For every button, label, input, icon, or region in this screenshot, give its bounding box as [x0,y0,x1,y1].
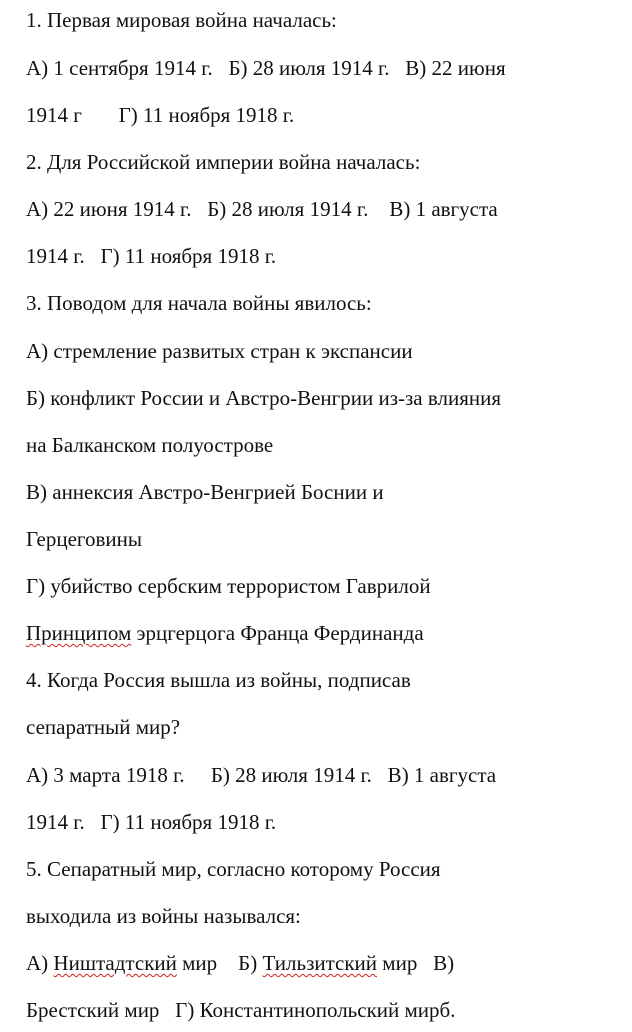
line-text: эрцгерцога Франца Фердинанда [131,621,424,645]
question-5-text-cont: выходила из войны назывался: [26,904,301,928]
question-4-options-cont: 1914 г. Г) 11 ноября 1918 г. [26,810,277,834]
question-3-option-d-cont [26,620,424,646]
question-3-option-c-cont: Герцеговины [26,527,143,551]
question-2-options-cont: 1914 г. Г) 11 ноября 1918 г. [26,244,277,268]
question-3-option-c: В) аннексия Австро-Венгрией Боснии и [26,480,384,504]
question-1-options: А) 1 сентября 1914 г. Б) 28 июля 1914 г. В) 22 июня [26,56,506,80]
question-4-options: А) 3 марта 1918 г. Б) 28 июля 1914 г. В) 1 августа [26,763,497,787]
misspelled-word[interactable]: Ништадтский [53,951,177,975]
question-4-text: 4. Когда Россия вышла из войны, подписав [26,668,411,692]
question-3-option-d: Г) убийство сербским террористом Гаврилой [26,574,431,598]
question-3-option-a: А) стремление развитых стран к экспансии [26,339,413,363]
question-2-text: 2. Для Российской империи война началась: [26,150,421,174]
question-5-options-cont: Брестский мир Г) Константинопольский мирб. [26,998,456,1022]
question-2-options: А) 22 июня 1914 г. Б) 28 июля 1914 г. В) 1 августа [26,197,498,221]
question-3-text: 3. Поводом для начала войны явилось: [26,291,372,315]
question-1-options-cont: 1914 г Г) 11 ноября 1918 г. [26,103,295,127]
question-3-option-b-cont: на Балканском полуострове [26,433,274,457]
misspelled-word[interactable]: Тильзитский [262,951,378,975]
misspelled-word[interactable]: Принципом [26,621,132,645]
question-3-option-b: Б) конфликт России и Австро-Венгрии из-за влияния [26,386,502,410]
question-4-text-cont: сепаратный мир? [26,715,181,739]
question-1-text: 1. Первая мировая война началась: [26,8,337,32]
line-text: А) [26,951,54,975]
line-text: мир В) [377,951,455,975]
question-5-text: 5. Сепаратный мир, согласно которому Россия [26,857,441,881]
question-5-options [26,950,454,976]
line-text: мир Б) [176,951,263,975]
